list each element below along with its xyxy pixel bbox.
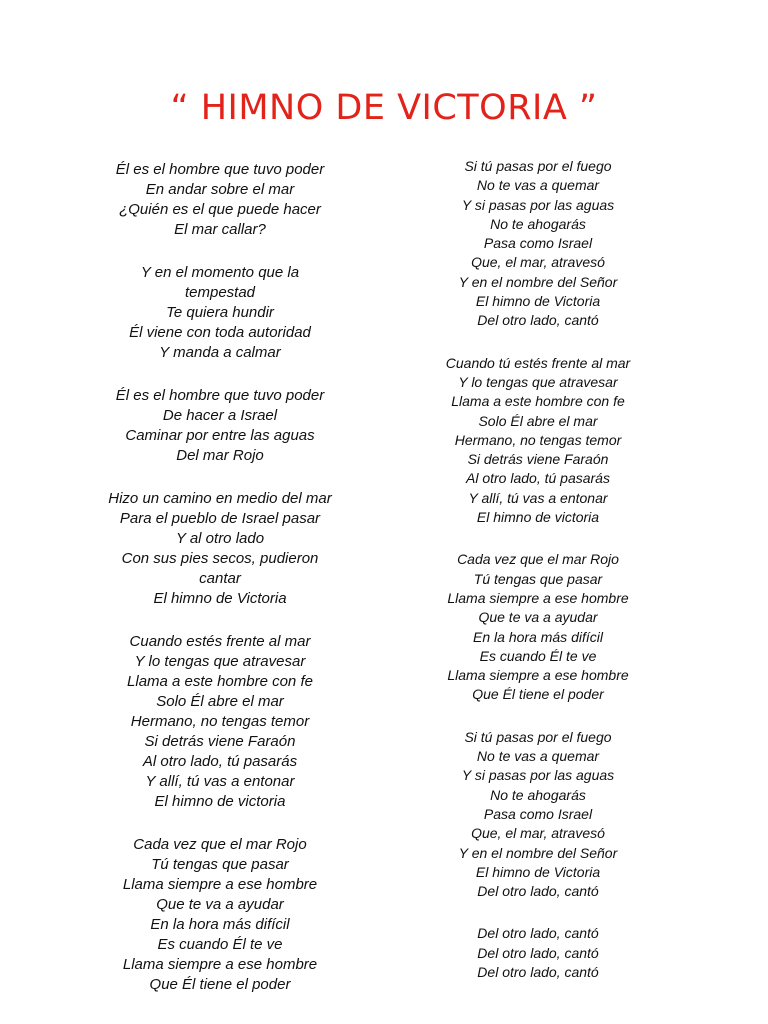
- stanza: [80, 489, 360, 609]
- lyric-line: ¿Quién es el que puede hacer: [119, 201, 321, 218]
- lyric-line: tempestad: [184, 284, 256, 301]
- lyric-line: cantar: [199, 570, 241, 587]
- lyric-line: Para el pueblo de Israel pasar: [119, 510, 321, 527]
- lyric-line: Al otro lado, tú pasarás: [142, 753, 298, 770]
- lyric-line: Y lo tengas que atravesar: [458, 373, 618, 390]
- lyric-line: Él viene con toda autoridad: [129, 324, 311, 341]
- stanza: [80, 263, 360, 363]
- lyric-line: En la hora más difícil: [150, 916, 290, 933]
- lyric-line: Y si pasas por las aguas: [461, 196, 615, 213]
- lyric-line: Tú tengas que pasar: [473, 570, 603, 587]
- lyric-line: Tú tengas que pasar: [151, 856, 289, 873]
- lyric-line: El himno de Victoria: [153, 590, 287, 607]
- lyric-line: Solo Él abre el mar: [478, 412, 598, 429]
- lyric-line: Que Él tiene el poder: [472, 686, 604, 703]
- stanza: [80, 160, 360, 240]
- lyric-line: Y en el nombre del Señor: [458, 844, 618, 861]
- lyric-line: Es cuando Él te ve: [157, 936, 283, 953]
- lyric-line: Y allí, tú vas a entonar: [468, 489, 608, 506]
- lyric-line: Cuando tú estés frente al mar: [445, 354, 631, 371]
- lyric-line: Si detrás viene Faraón: [467, 451, 609, 468]
- lyric-line: Solo Él abre el mar: [156, 693, 284, 710]
- lyric-line: Del otro lado, cantó: [477, 925, 599, 942]
- lyric-line: Del otro lado, cantó: [477, 944, 599, 961]
- lyric-line: Al otro lado, tú pasarás: [466, 470, 610, 487]
- lyric-line: Y lo tengas que atravesar: [134, 653, 306, 670]
- lyric-line: Que, el mar, atravesó: [471, 825, 605, 842]
- lyric-line: En la hora más difícil: [473, 628, 603, 645]
- lyrics-left-column: [80, 160, 360, 995]
- lyric-line: Del otro lado, cantó: [477, 883, 599, 900]
- lyric-line: No te ahogarás: [490, 786, 586, 803]
- lyric-line: El himno de victoria: [154, 793, 286, 810]
- lyric-line: Él es el hombre que tuvo poder: [115, 161, 325, 178]
- lyric-line: Que te va a ayudar: [478, 609, 598, 626]
- lyric-line: Es cuando Él te ve: [479, 647, 597, 664]
- lyric-line: Cada vez que el mar Rojo: [133, 836, 307, 853]
- lyric-line: Llama siempre a ese hombre: [447, 589, 629, 606]
- stanza: [408, 924, 668, 982]
- lyric-line: Hermano, no tengas temor: [130, 713, 310, 730]
- lyric-line: Si tú pasas por el fuego: [464, 728, 612, 745]
- lyric-line: Pasa como Israel: [483, 805, 593, 822]
- lyric-line: En andar sobre el mar: [145, 181, 295, 198]
- lyric-line: Llama a este hombre con fe: [451, 393, 625, 410]
- lyric-line: Cuando estés frente al mar: [129, 633, 311, 650]
- lyric-line: Llama siempre a ese hombre: [122, 956, 318, 973]
- lyric-line: Hizo un camino en medio del mar: [108, 490, 332, 507]
- lyric-line: Caminar por entre las aguas: [125, 427, 315, 444]
- lyric-line: Cada vez que el mar Rojo: [457, 551, 619, 568]
- lyric-line: Del otro lado, cantó: [477, 312, 599, 329]
- lyric-line: Y manda a calmar: [159, 344, 281, 361]
- lyric-line: Hermano, no tengas temor: [454, 431, 622, 448]
- lyric-line: Él es el hombre que tuvo poder: [115, 387, 325, 404]
- stanza: [408, 157, 668, 331]
- lyric-line: El himno de victoria: [476, 509, 600, 526]
- lyric-line: Y al otro lado: [175, 530, 265, 547]
- lyric-line: Que Él tiene el poder: [149, 976, 291, 993]
- lyric-line: No te vas a quemar: [476, 177, 600, 194]
- lyric-line: Llama a este hombre con fe: [127, 673, 313, 690]
- stanza: [80, 632, 360, 812]
- lyric-line: El mar callar?: [174, 221, 266, 238]
- page-title: “ HIMNO DE VICTORIA ”: [170, 88, 598, 128]
- stanza: [80, 835, 360, 995]
- lyric-line: No te ahogarás: [490, 215, 586, 232]
- lyric-line: Llama siempre a ese hombre: [122, 876, 318, 893]
- lyric-line: El himno de Victoria: [475, 293, 601, 310]
- lyric-line: Con sus pies secos, pudieron: [121, 550, 319, 567]
- lyric-line: Si tú pasas por el fuego: [464, 158, 612, 174]
- lyric-line: Pasa como Israel: [483, 235, 593, 252]
- lyric-line: Que, el mar, atravesó: [471, 254, 605, 271]
- lyric-line: Y si pasas por las aguas: [461, 767, 615, 784]
- lyric-line: De hacer a Israel: [162, 407, 278, 424]
- lyric-line: No te vas a quemar: [476, 748, 600, 765]
- lyric-line: Que te va a ayudar: [156, 896, 284, 913]
- lyric-line: Llama siempre a ese hombre: [447, 667, 629, 684]
- lyric-line: Del mar Rojo: [176, 447, 264, 464]
- stanza: [408, 728, 668, 902]
- lyric-line: Y en el nombre del Señor: [458, 273, 618, 290]
- lyric-line: El himno de Victoria: [475, 863, 601, 880]
- stanza: [80, 386, 360, 466]
- lyrics-right-column: [408, 157, 668, 982]
- lyric-line: Si detrás viene Faraón: [144, 733, 296, 750]
- lyric-line: Y en el momento que la: [140, 264, 300, 281]
- lyric-line: Y allí, tú vas a entonar: [145, 773, 295, 790]
- lyric-line: Te quiera hundir: [166, 304, 274, 321]
- lyric-line: Del otro lado, cantó: [477, 963, 599, 980]
- stanza: [408, 550, 668, 704]
- stanza: [408, 354, 668, 528]
